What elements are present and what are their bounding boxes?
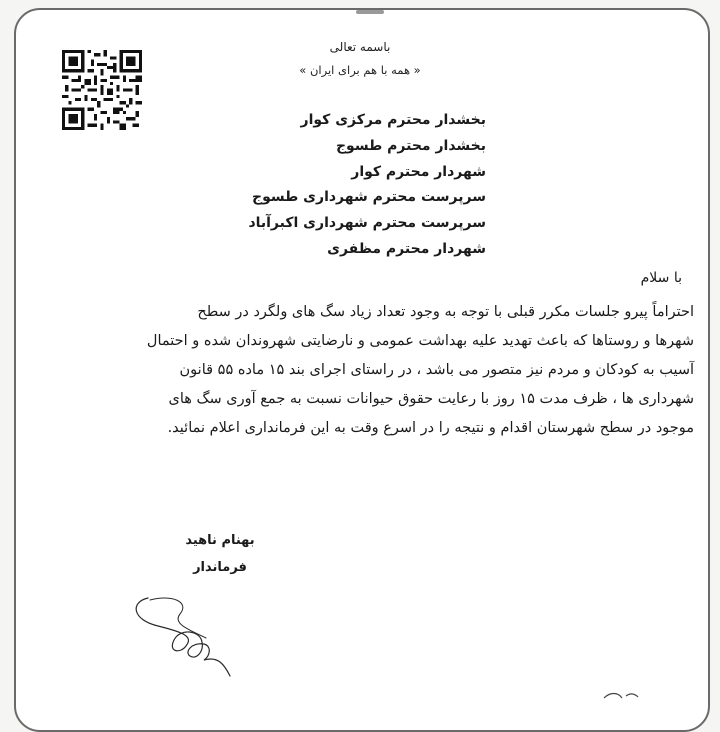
addressee-item: شهردار محترم مظفری: [327, 240, 486, 257]
letter-body: [74, 298, 694, 443]
greeting: با سلام: [640, 270, 682, 286]
invocation-heading: باسمه تعالی: [329, 40, 391, 54]
addressee-item: سرپرست محترم شهرداری طسوج: [252, 189, 486, 206]
body-line: شهرداری ها ، ظرف مدت ۱۵ روز با رعایت حقوق حیوانات نسبت به جمع آوری سگ های: [168, 391, 694, 407]
addressee-item: سرپرست محترم شهرداری اکبرآباد: [248, 215, 486, 232]
addressee-item: شهردار محترم کوار: [351, 163, 486, 180]
addressee-list: [248, 108, 486, 263]
signature-icon: [120, 580, 240, 680]
body-line: موجود در سطح شهرستان اقدام و نتیجه را در اسرع وقت به این فرمانداری اعلام نمائید.: [167, 420, 694, 436]
addressee-item: بخشدار محترم طسوج: [335, 137, 486, 154]
signatory-title: فرماندار: [193, 560, 247, 575]
corner-mark-icon: [600, 690, 640, 700]
signatory-name: بهنام ناهید: [185, 533, 255, 548]
body-line: آسیب به کودکان و مردم نیز متصور می باشد ، در راستای اجرای بند ۱۵ ماده ۵۵ قانون: [179, 362, 694, 378]
addressee-item: بخشدار محترم مرکزی کوار: [300, 112, 486, 128]
body-line: احتراماً پیرو جلسات مکرر قبلی با توجه به وجود تعداد زیاد سگ های ولگرد در سطح: [197, 304, 694, 320]
top-edge-mark: [356, 10, 384, 14]
slogan-heading: « همه با هم برای ایران »: [299, 63, 421, 77]
body-line: شهرها و روستاها که باعث تهدید علیه بهداشت عمومی و نارضایتی شهروندان شده و احتمال: [146, 333, 694, 349]
qr-code-icon: [62, 50, 142, 130]
